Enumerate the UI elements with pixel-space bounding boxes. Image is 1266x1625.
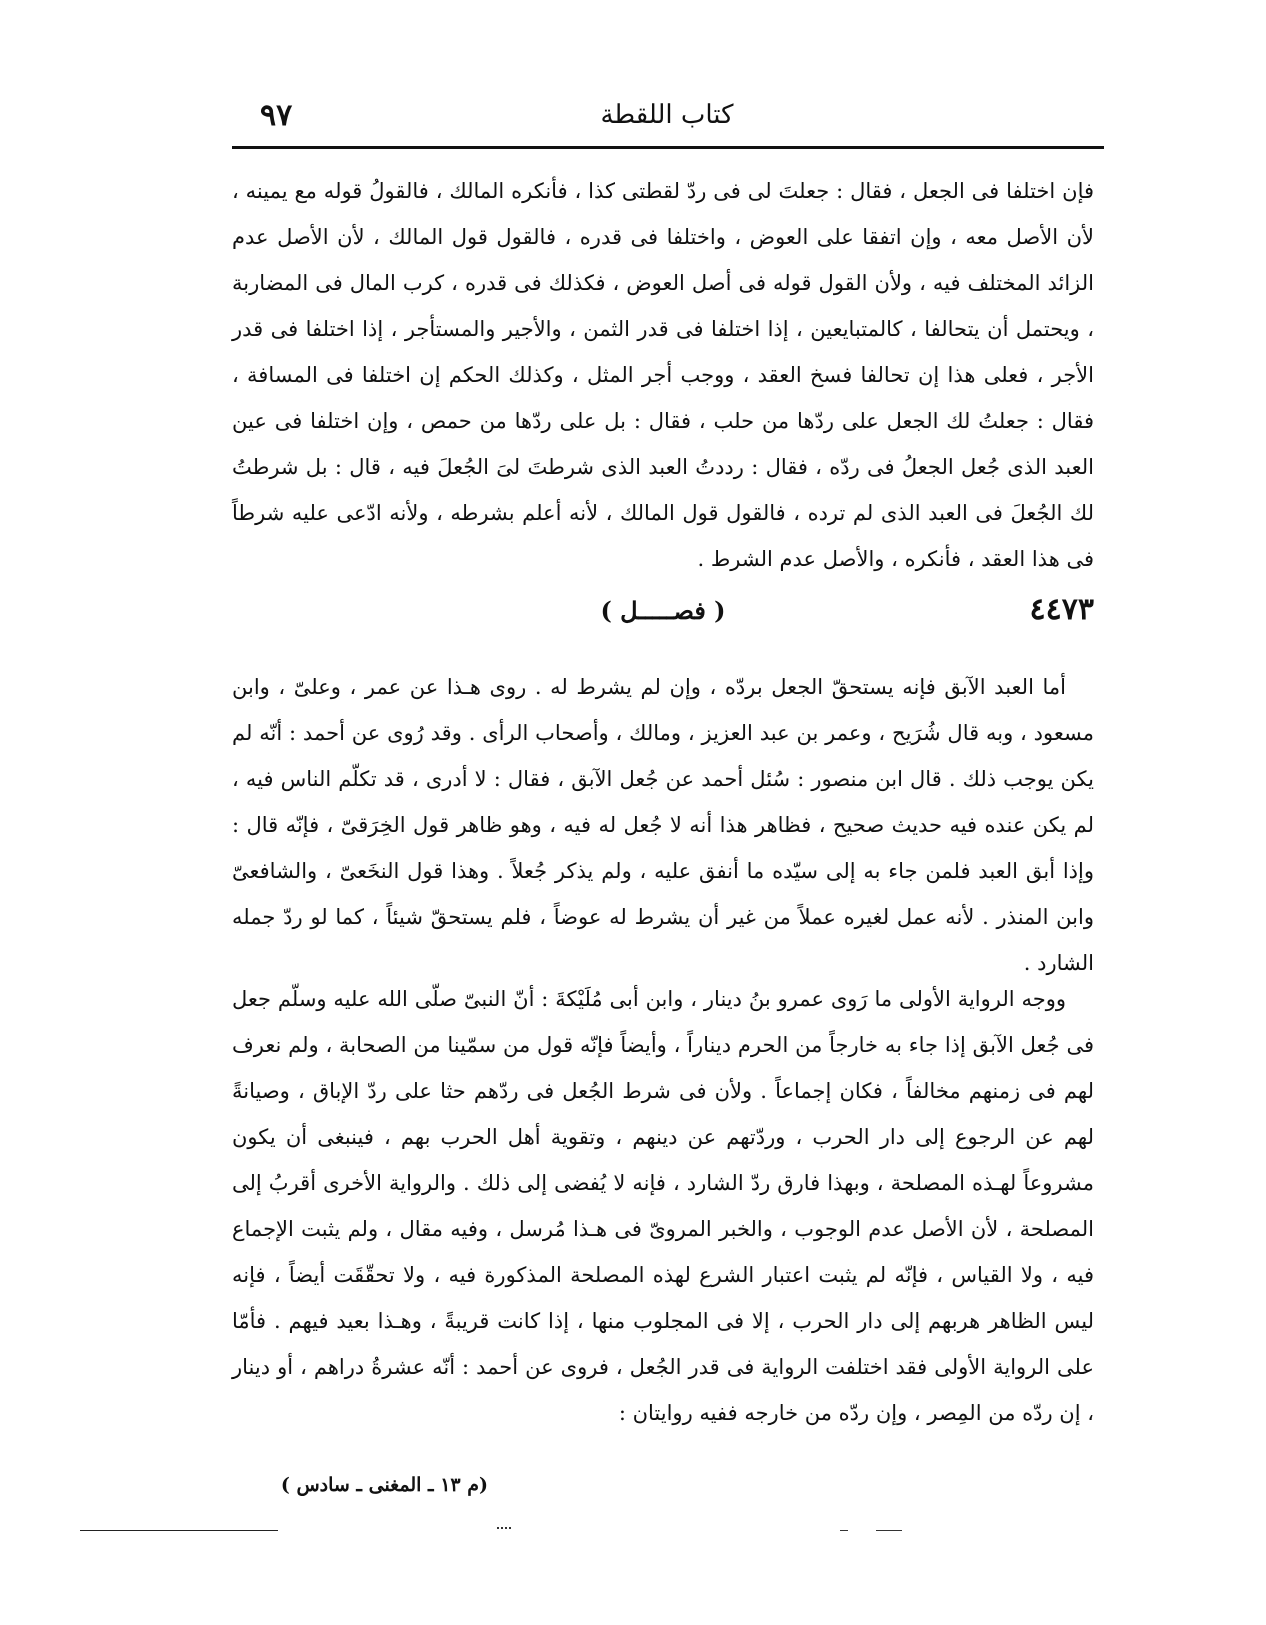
page-header — [232, 96, 1102, 136]
paragraph: فإن اختلفا فى الجعل ، فقال : جعلتَ لى فى ردّ لقطتى كذا ، فأنكره المالك ، فالقولُ قوله مع يمينه ، لأن الأصل معه ، وإن اتفقا على العوض ، واختلفا فى قدره ، فالقول قول المالك ، لأن الأصل عدم الزائد المختلف فيه ، ولأن القول قوله فى أصل العوض ، فكذلك فى قدره ، كرب المال فى المضاربة ، ويحتمل أن يتحالفا ، كالمتبايعين ، إذا اختلفا فى قدر الثمن ، والأجير والمستأجر ، إذا اختلفا فى قدر الأجر ، فعلى هذا إن تحالفا فسخ العقد ، ووجب أجر المثل ، وكذلك الحكم إن اختلفا فى المسافة ، فقال : جعلتُ لك الجعل على ردّها من حلب ، فقال : بل على ردّها من حمص ، وإن اختلفا فى عين العبد الذى جُعل الجعلُ فى ردّه ، فقال : رددتُ العبد الذى شرطتَ لىَ الجُعلَ فيه ، قال : بل شرطتُ لك الجُعلَ فى العبد الذى لم ترده ، فالقول قول المالك ، لأنه أعلم بشرطه ، ولأنه ادّعى عليه شرطاً فى هذا العقد ، فأنكره ، والأصل عدم الشرط . — [232, 179, 1094, 571]
header-rule — [232, 146, 1104, 149]
bottom-mark — [876, 1530, 902, 1531]
bottom-rule — [80, 1530, 278, 1531]
section-title: ( فصـــــل ) — [600, 596, 726, 625]
body-text-after-2 — [232, 976, 1094, 1436]
body-text-after-1 — [232, 664, 1094, 986]
bottom-mark — [497, 1527, 511, 1529]
body-text-before — [232, 168, 1094, 582]
bottom-mark — [840, 1530, 848, 1531]
page-number: ٩٧ — [260, 98, 293, 133]
paragraph: ووجه الرواية الأولى ما رَوى عمرو بنُ دينار ، وابن أبى مُلَيْكةَ : أنّ النبىّ صلّى الله عليه وسلّم جعل فى جُعل الآبق إذا جاء به خارجاً من الحرم ديناراً ، وأيضاً فإنّه قول من سمّينا من الصحابة ، ولم نعرف لهم فى زمنهم مخالفاً ، فكان إجماعاً . ولأن فى شرط الجُعل فى ردّهم حثا على ردّ الإباق ، وصيانةً لهم عن الرجوع إلى دار الحرب ، وردّتهم عن دينهم ، وتقوية أهل الحرب بهم ، فينبغى أن يكون مشروعاً لهـذه المصلحة ، وبهذا فارق ردّ الشارد ، فإنه لا يُفضى إلى ذلك . والرواية الأخرى أقربُ إلى المصلحة ، لأن الأصل عدم الوجوب ، والخبر المروىّ فى هـذا مُرسل ، وفيه مقال ، ولم يثبت الإجماع فيه ، ولا القياس ، فإنّه لم يثبت اعتبار الشرع لهذه المصلحة المذكورة فيه ، ولا تحقّقَت أيضاً ، فإنه ليس الظاهر هربهم إلى دار الحرب ، إلا فى المجلوب منها ، إذا كانت قريبةً ، وهـذا بعيد فيهم . فأمّا على الرواية الأولى فقد اختلفت الرواية فى قدر الجُعل ، فروى عن أحمد : أنّه عشرةُ دراهم ، أو دينار ، إن ردّه من المِصر ، وإن ردّه من خارجه ففيه روايتان : — [232, 987, 1094, 1425]
footer-note: (م ١٣ ـ المغنى ـ سادس ) — [280, 1474, 488, 1496]
section-number: ٤٤٧٣ — [1029, 592, 1094, 627]
running-title: كتاب اللقطة — [600, 100, 734, 130]
section-heading — [232, 592, 1094, 636]
paragraph: أما العبد الآبق فإنه يستحقّ الجعل بردّه ، وإن لم يشرط له . روى هـذا عن عمر ، وعلىّ ، وابن مسعود ، وبه قال شُرَيح ، وعمر بن عبد العزيز ، ومالك ، وأصحاب الرأى . وقد رُوى عن أحمد : أنّه لم يكن يوجب ذلك . قال ابن منصور : سُئل أحمد عن جُعل الآبق ، فقال : لا أدرى ، قد تكلّم الناس فيه ، لم يكن عنده فيه حديث صحيح ، فظاهر هذا أنه لا جُعل له فيه ، وهو ظاهر قول الخِرَقىّ ، فإنّه قال : وإذا أبق العبد فلمن جاء به إلى سيّده ما أنفق عليه ، ولم يذكر جُعلاً . وهذا قول النخَعىّ ، والشافعىّ وابن المنذر . لأنه عمل لغيره عملاً من غير أن يشرط له عوضاً ، فلم يستحقّ شيئاً ، كما لو ردّ جمله الشارد . — [232, 675, 1094, 975]
